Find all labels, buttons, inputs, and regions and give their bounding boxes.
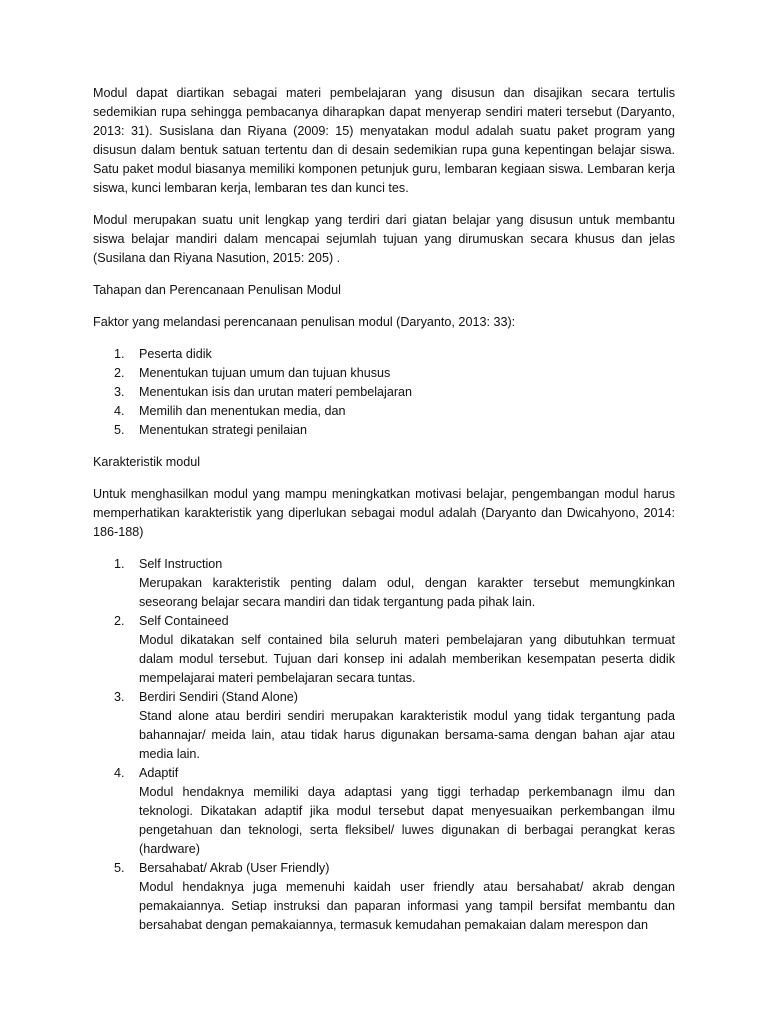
list-item-text: Peserta didik: [139, 347, 212, 361]
list-item-number: 1.: [114, 347, 125, 361]
list-item-title: Self Instruction: [139, 557, 223, 571]
list-item-title: Bersahabat/ Akrab (User Friendly): [139, 861, 330, 875]
karakteristik-list: [93, 555, 675, 935]
section-heading-tahapan: Tahapan dan Perencanaan Penulisan Modul: [93, 283, 341, 297]
list-item-description: Modul hendaknya juga memenuhi kaidah user friendly atau bersahabat/ akrab dengan pemakaiannya. Setiap instruksi dan paparan informasi yang tampil bersifat membantu dan bersahabat dengan pemakaiannya, termasuk kemudahan pemakaian dalam merespon dan: [139, 880, 675, 932]
list-item-number: 4.: [114, 766, 125, 780]
section-heading-karakteristik: Karakteristik modul: [93, 455, 201, 469]
list-item: [93, 402, 675, 421]
list-item-text: Menentukan tujuan umum dan tujuan khusus: [139, 366, 391, 380]
list-item-number: 1.: [114, 557, 125, 571]
list-item-number: 2.: [114, 366, 125, 380]
faktor-intro: Faktor yang melandasi perencanaan penulisan modul (Daryanto, 2013: 33):: [93, 315, 516, 329]
list-item: [93, 555, 675, 612]
karakteristik-intro: Untuk menghasilkan modul yang mampu meningkatkan motivasi belajar, pengembangan modul harus memperhatikan karakteristik yang diperlukan sebagai modul adalah (Daryanto dan Dwicahyono, 2014: 186-188): [93, 487, 675, 539]
list-item: [93, 688, 675, 764]
list-item: [93, 859, 675, 935]
intro-paragraph-2: Modul merupakan suatu unit lengkap yang terdiri dari giatan belajar yang disusun untuk membantu siswa belajar mandiri dalam mencapai sejumlah tujuan yang dirumuskan secara khusus dan jelas (Susilana dan Riyana Nasution, 2015: 205) .: [93, 213, 675, 265]
list-item-description: Stand alone atau berdiri sendiri merupakan karakteristik modul yang tidak tergantung pada bahannajar/ meida lain, atau tidak harus digunakan bersama-sama dengan bahan ajar atau media lain.: [139, 709, 675, 761]
list-item: [93, 612, 675, 688]
intro-paragraph-1: Modul dapat diartikan sebagai materi pembelajaran yang disusun dan disajikan secara tertulis sedemikian rupa sehingga pembacanya diharapkan dapat menyerap sendiri materi tersebut (Daryanto, 2013: 31). Susislana dan Riyana (2009: 15) menyatakan modul adalah suatu paket program yang disusun dalam bentuk satuan tertentu dan di desain sedemikian rupa guna kepentingan belajar siswa. Satu paket modul biasanya memiliki komponen petunjuk guru, lembaran kegiaan siswa. Lembaran kerja siswa, kunci lembaran kerja, lembaran tes dan kunci tes.: [93, 86, 675, 195]
list-item-number: 5.: [114, 423, 125, 437]
list-item-text: Menentukan strategi penilaian: [139, 423, 308, 437]
list-item-number: 2.: [114, 614, 125, 628]
list-item: [93, 383, 675, 402]
faktor-list: [93, 345, 675, 440]
list-item-text: Memilih dan menentukan media, dan: [139, 404, 346, 418]
list-item: [93, 421, 675, 440]
list-item: [93, 345, 675, 364]
list-item-number: 5.: [114, 861, 125, 875]
list-item-description: Modul dikatakan self contained bila seluruh materi pembelajaran yang dibutuhkan termuat dalam modul tersebut. Tujuan dari konsep ini adalah memberikan kesempatan peserta didik mempelajarai materi pembelajaran secara tuntas.: [139, 633, 675, 685]
list-item-number: 3.: [114, 385, 125, 399]
list-item-description: Modul hendaknya memiliki daya adaptasi yang tiggi terhadap perkembanagn ilmu dan teknologi. Dikatakan adaptif jika modul tersebut dapat menyesuaikan perkembangan ilmu pengetahuan dan teknologi, serta fleksibel/ luwes digunakan di berbagai perangkat keras (hardware): [139, 785, 675, 856]
list-item-description: Merupakan karakteristik penting dalam odul, dengan karakter tersebut memungkinkan seseorang belajar secara mandiri dan tidak tergantung pada pihak lain.: [139, 576, 675, 609]
list-item-title: Adaptif: [139, 766, 179, 780]
list-item: [93, 764, 675, 859]
list-item-number: 4.: [114, 404, 125, 418]
list-item-title: Berdiri Sendiri (Stand Alone): [139, 690, 298, 704]
list-item-text: Menentukan isis dan urutan materi pembelajaran: [139, 385, 413, 399]
list-item-number: 3.: [114, 690, 125, 704]
list-item-title: Self Containeed: [139, 614, 229, 628]
list-item: [93, 364, 675, 383]
